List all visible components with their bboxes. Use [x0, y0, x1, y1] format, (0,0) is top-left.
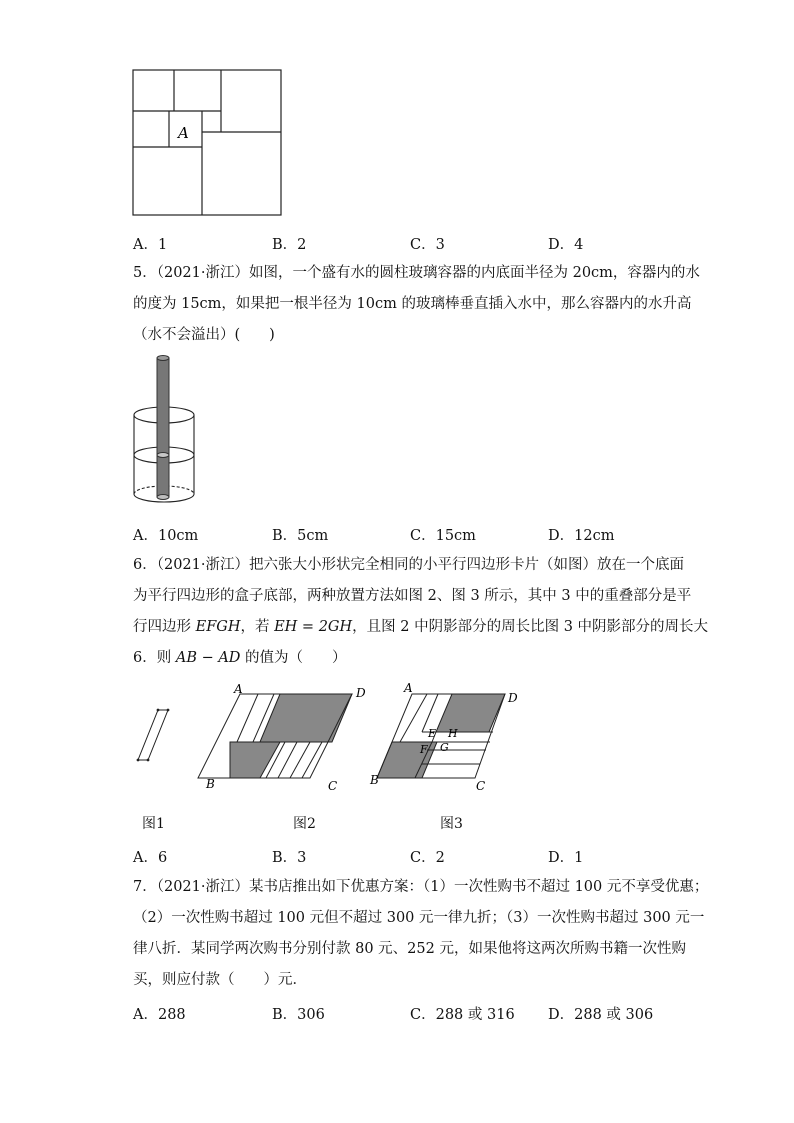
parallelogram-figures — [130, 680, 540, 800]
fig3-label-b: B — [370, 773, 379, 787]
q4-option-c[interactable]: C．3 — [410, 237, 445, 253]
q7-option-d[interactable]: D．288 或 306 — [548, 1007, 654, 1023]
squares-figure — [128, 65, 288, 220]
fig3-label-c: C — [476, 779, 486, 793]
cylinder-figure — [128, 352, 203, 512]
fig3 — [369, 681, 518, 793]
q4-option-b[interactable]: B．2 — [272, 237, 307, 253]
q6-text — [133, 550, 709, 674]
q5-line-3: （水不会溢出）( ) — [133, 327, 275, 343]
fig1-card — [138, 710, 168, 760]
caption-fig2: 图2 — [293, 816, 316, 832]
q6-line-2: 为平行四边形的盒子底部，两种放置方法如图 2、图 3 所示，其中 3 中的重叠部分是平 — [133, 588, 692, 604]
fig3-label-g: G — [440, 741, 449, 754]
q7-text — [133, 872, 709, 996]
fig3-label-e: E — [428, 727, 437, 740]
q5-option-b[interactable]: B．5cm — [272, 528, 329, 544]
q5-line-1: 5．（2021·浙江）如图，一个盛有水的圆柱玻璃容器的内底面半径为 20cm，容器内的水 — [133, 265, 700, 281]
caption-fig3: 图3 — [440, 816, 463, 832]
q5-text — [133, 258, 700, 351]
q6-option-c[interactable]: C．2 — [410, 850, 445, 866]
fig3-label-d: D — [508, 691, 518, 705]
q4-option-d[interactable]: D．4 — [548, 237, 584, 253]
q5-option-a[interactable]: A．10cm — [133, 528, 199, 544]
square-label-a: A — [178, 124, 189, 142]
q7-line-4: 买，则应付款（ ）元． — [133, 972, 307, 988]
q6-line-1: 6．（2021·浙江）把六张大小形状完全相同的小平行四边形卡片（如图）放在一个底面 — [133, 557, 684, 573]
q7-line-1: 7．（2021·浙江）某书店推出如下优惠方案：（1）一次性购书不超过 100 元不享受优惠； — [133, 879, 709, 895]
q7-option-b[interactable]: B．306 — [272, 1007, 325, 1023]
fig2-label-c: C — [328, 779, 338, 793]
fig3-label-a: A — [404, 681, 413, 695]
q5-option-d[interactable]: D．12cm — [548, 528, 615, 544]
q6-option-d[interactable]: D．1 — [548, 850, 584, 866]
fig2-label-a: A — [234, 682, 243, 696]
fig3-label-h: H — [448, 727, 458, 740]
q6-line-3: 行四边形 EFGH，若 EH = 2GH，且图 2 中阴影部分的周长比图 3 中阴影部分的周长大 — [133, 619, 709, 635]
fig3-label-f: F — [420, 743, 428, 756]
q5-line-2: 的度为 15cm，如果把一根半径为 10cm 的玻璃棒垂直插入水中，那么容器内的水升高 — [133, 296, 692, 312]
q6-line-4: 6．则 AB − AD 的值为（ ） — [133, 650, 347, 666]
fig2-label-d: D — [356, 686, 366, 700]
q6-option-a[interactable]: A．6 — [133, 850, 168, 866]
q7-line-2: （2）一次性购书超过 100 元但不超过 300 元一律九折；（3）一次性购书超过 300 元一 — [133, 910, 705, 926]
q6-option-b[interactable]: B．3 — [272, 850, 307, 866]
q7-option-a[interactable]: A．288 — [133, 1007, 186, 1023]
q7-line-3: 律八折．某同学两次购书分别付款 80 元、252 元，如果他将这两次所购书籍一次性购 — [133, 941, 686, 957]
q7-option-c[interactable]: C．288 或 316 — [410, 1007, 515, 1023]
caption-fig1: 图1 — [142, 816, 165, 832]
q5-option-c[interactable]: C．15cm — [410, 528, 476, 544]
fig2 — [198, 682, 366, 793]
fig2-label-b: B — [206, 777, 215, 791]
q4-option-a[interactable]: A．1 — [133, 237, 168, 253]
